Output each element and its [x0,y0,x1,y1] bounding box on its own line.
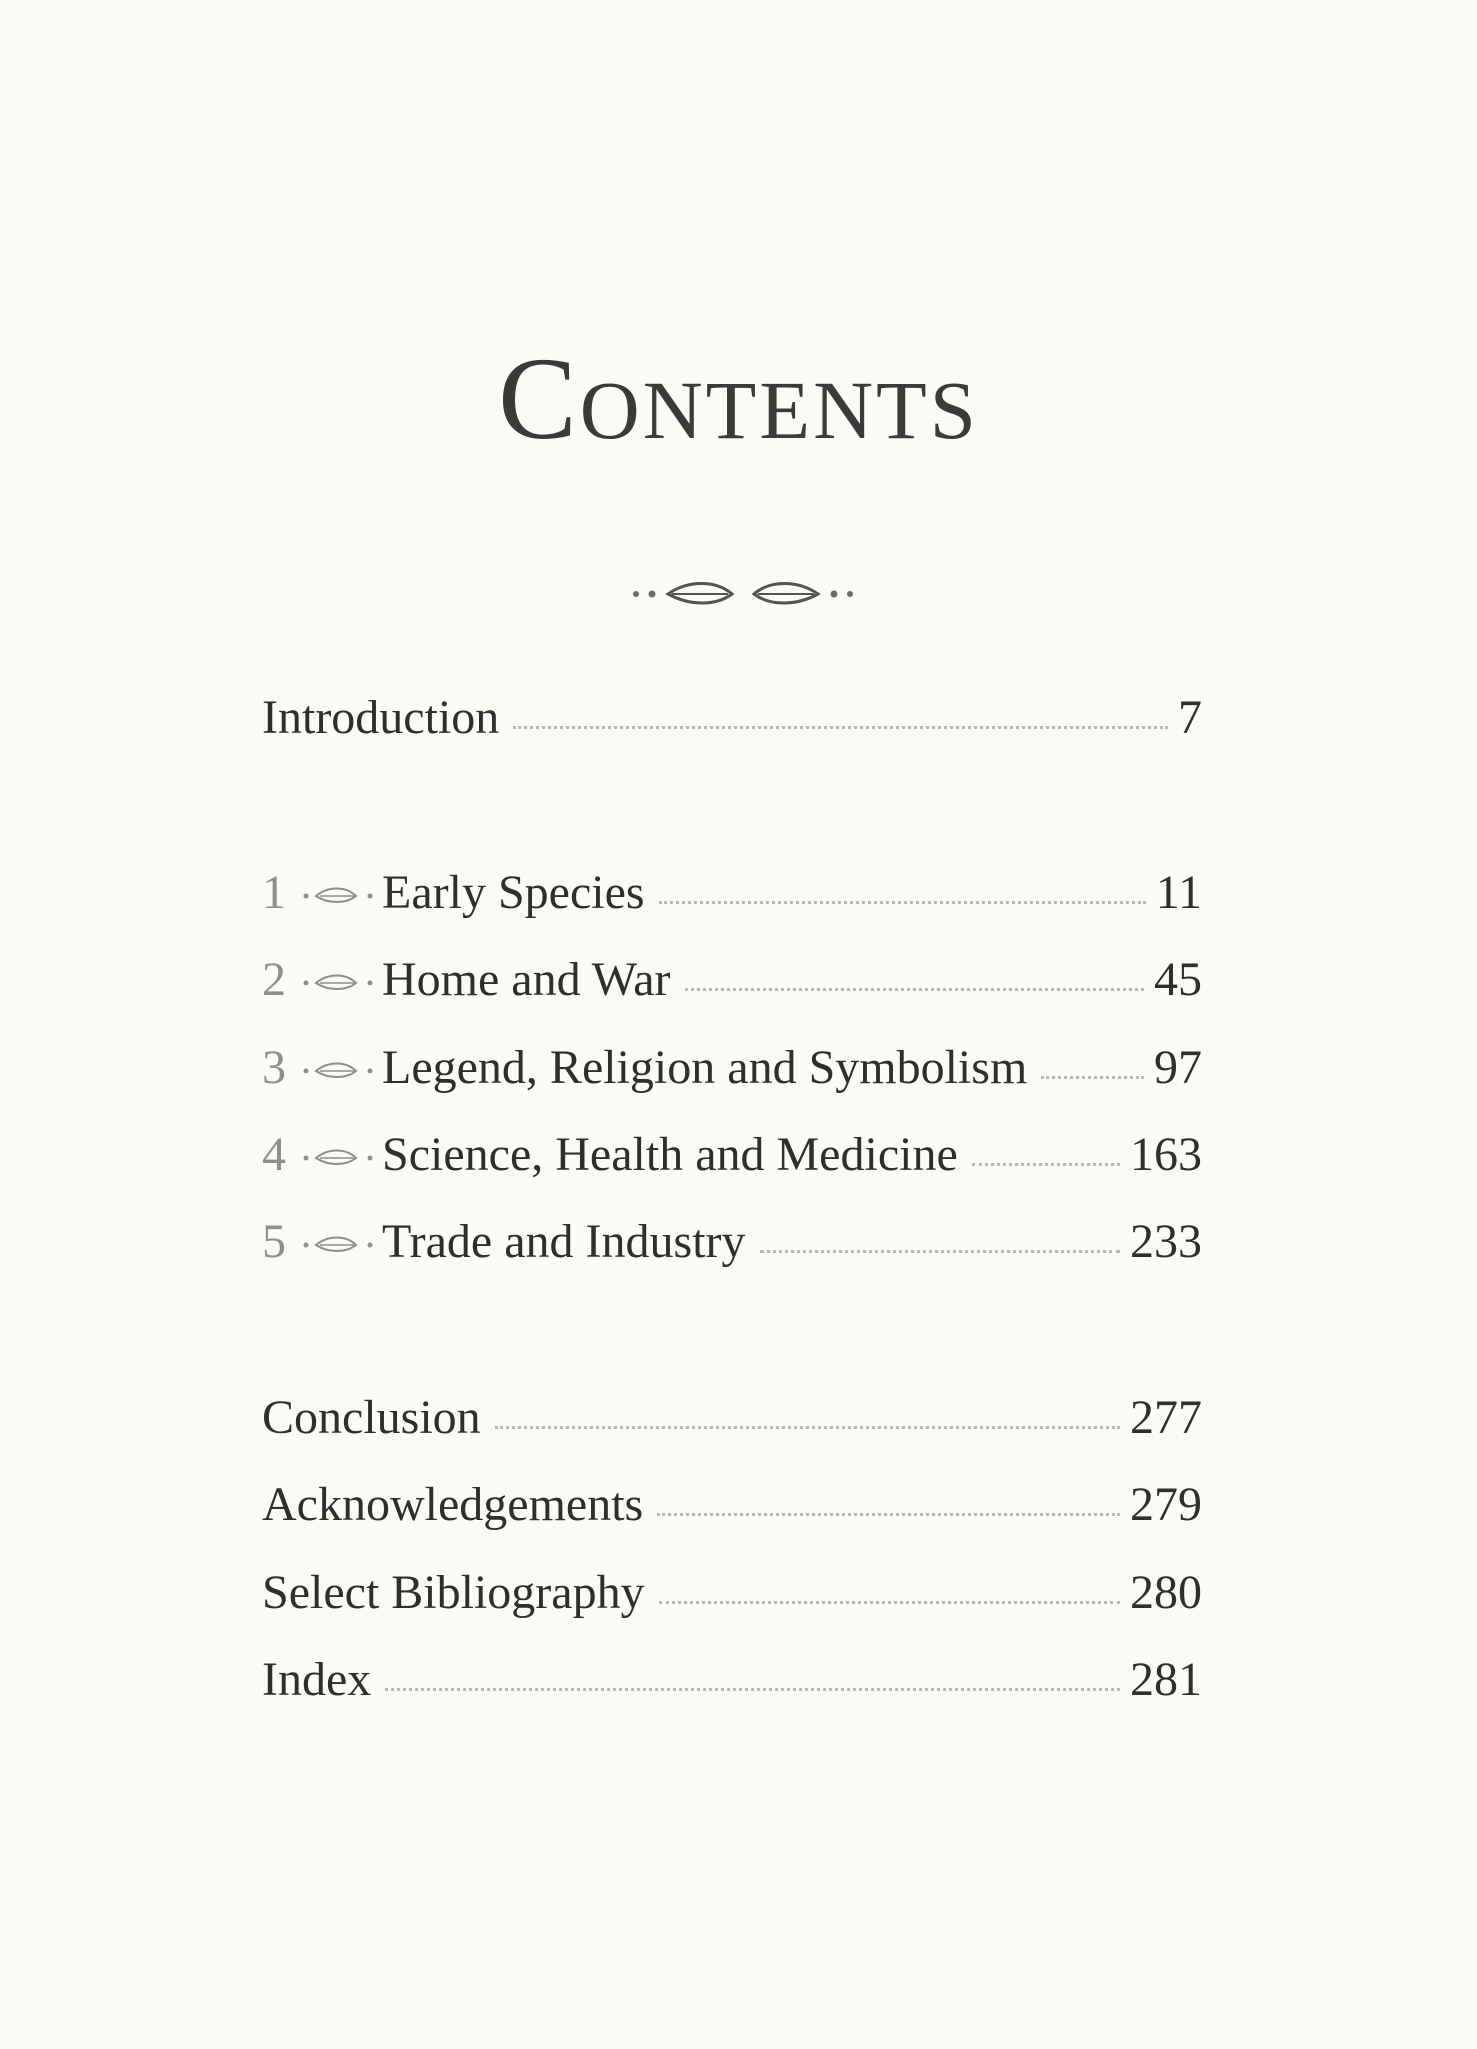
toc-entry-label: Home and War [382,953,671,1006]
leaf-ornament-icon [628,570,858,616]
chapter-number: 2 [262,953,286,1006]
chapter-number: 1 [262,866,286,919]
toc-entry-label: Index [262,1653,372,1706]
toc-entry-chapter-5[interactable] [262,1214,1202,1274]
leaf-divider-icon [298,880,382,910]
toc-entry-page: 97 [1154,1041,1202,1094]
toc-entry-select-bibliography[interactable] [262,1565,1202,1625]
toc-entry-label: Select Bibliography [262,1566,645,1619]
leader-dots [659,901,1146,904]
chapter-number: 3 [262,1041,286,1094]
toc-entry-page: 11 [1155,866,1202,919]
leader-dots [385,1688,1120,1691]
toc-entry-label: Introduction [262,691,500,744]
toc-entry-page: 45 [1154,953,1202,1006]
toc-entry-label: Science, Health and Medicine [382,1128,958,1181]
toc-entry-index[interactable] [262,1652,1202,1712]
toc-entry-page: 281 [1130,1653,1202,1706]
toc-entry-page: 277 [1130,1391,1202,1444]
leaf-divider-icon [298,1142,382,1172]
leader-dots [685,988,1145,991]
toc-entry-chapter-3[interactable] [262,1040,1202,1100]
toc-entry-page: 279 [1130,1478,1202,1531]
toc-entry-page: 233 [1130,1215,1202,1268]
chapter-number: 5 [262,1215,286,1268]
leader-dots [1041,1076,1144,1079]
leaf-divider-icon [298,1229,382,1259]
toc-entry-introduction[interactable] [262,690,1202,750]
toc-entry-conclusion[interactable] [262,1390,1202,1450]
leader-dots [495,1426,1120,1429]
leader-dots [972,1163,1120,1166]
toc-entry-page: 280 [1130,1566,1202,1619]
leader-dots [659,1601,1120,1604]
toc-entry-acknowledgements[interactable] [262,1477,1202,1537]
toc-entry-label: Conclusion [262,1391,481,1444]
toc-entry-label: Trade and Industry [382,1215,746,1268]
toc-entry-chapter-2[interactable] [262,952,1202,1012]
toc-entry-chapter-4[interactable] [262,1127,1202,1187]
leader-dots [760,1250,1120,1253]
toc-entry-label: Acknowledgements [262,1478,644,1531]
toc-entry-label: Early Species [382,866,645,919]
leader-dots [513,726,1168,729]
leaf-divider-icon [298,1055,382,1085]
leader-dots [657,1513,1120,1516]
page-title: Contents [498,333,979,464]
toc-entry-page: 7 [1178,691,1202,744]
toc-entry-page: 163 [1130,1128,1202,1181]
toc-entry-chapter-1[interactable] [262,865,1202,925]
leaf-divider-icon [298,967,382,997]
toc-entry-label: Legend, Religion and Symbolism [382,1041,1028,1094]
chapter-number: 4 [262,1128,286,1181]
